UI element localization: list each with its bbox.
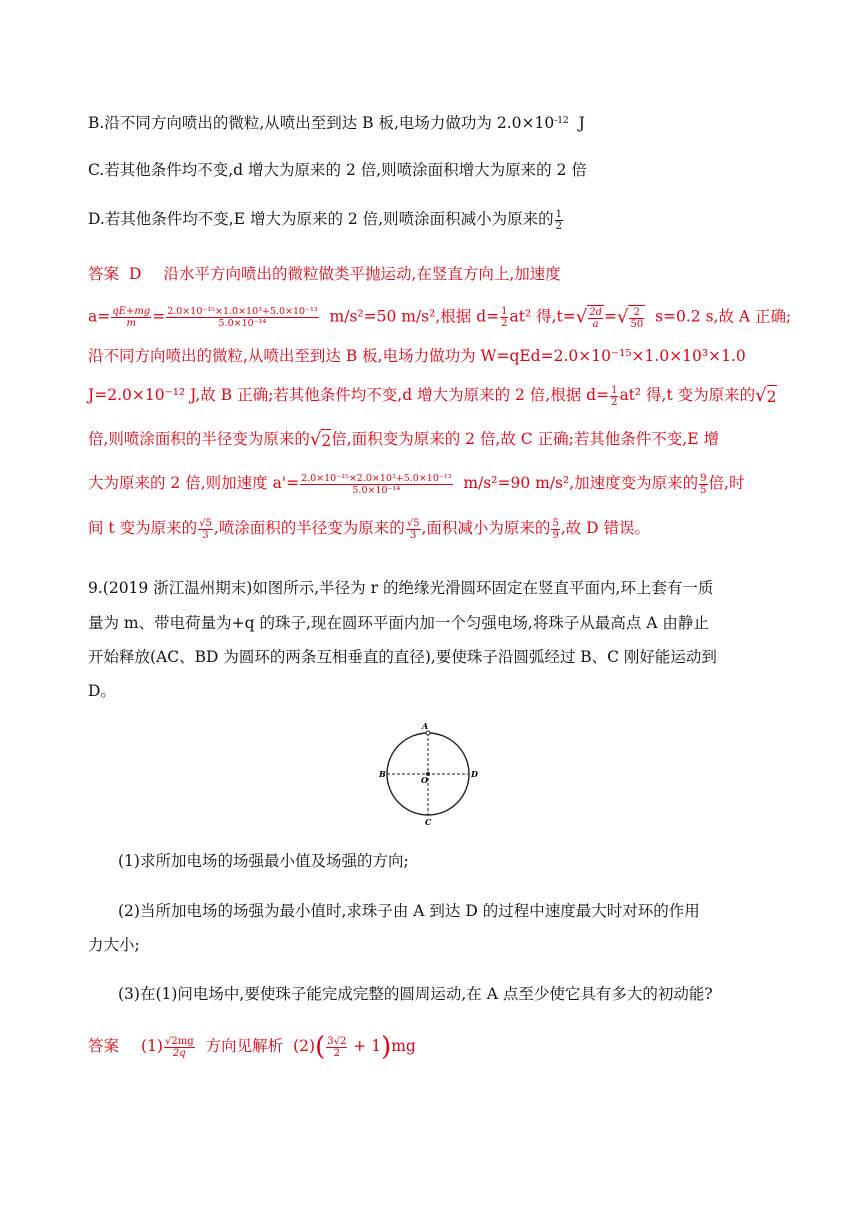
answer8-text10: m/s²=90 m/s²,加速度变为原来的: [463, 474, 699, 492]
q9-sub1: (1)求所加电场的场强最小值及场强的方向;: [118, 852, 409, 870]
q9-line2: 量为 m、带电荷量为+q 的珠子,现在圆环平面内加一个匀强电场,将珠子从最高点 A 由静止: [88, 614, 709, 632]
answer8-text14: ,面积减小为原来的: [421, 519, 551, 537]
label-b: B: [379, 769, 386, 779]
accel-a-eq: a=: [88, 307, 111, 326]
option-c: C.若其他条件均不变,d 增大为原来的 2 倍,则喷涂面积增大为原来的 2 倍: [88, 161, 587, 179]
answer9: 答案 (1) $\frac{√2mg}{2q}$ 方向见解析 (2)( $\frac{3√2}{2}$ + 1)mg: [88, 1032, 416, 1062]
answer9-part1: (1): [141, 1037, 163, 1055]
fraction-five-ninths: $\frac{5}{9}$: [552, 517, 559, 541]
answer8-text3: at² 得,t=: [509, 307, 576, 326]
sqrt-2-over-50: √ $\frac{2}{50}$: [617, 306, 644, 330]
fraction-qe-mg-over-m: $\frac{qE+mg}{m}$: [112, 305, 151, 329]
q9-line1: 9.(2019 浙江温州期末)如图所示,半径为 r 的绝缘光滑圆环固定在竖直平面内,环上套有一质: [88, 579, 714, 597]
answer8-line1: [88, 263, 561, 285]
fraction-nine-fifths: $\frac{9}{5}$: [700, 472, 707, 496]
option-b-exponent: -12: [554, 116, 569, 126]
answer8-text2: m/s²=50 m/s²,根据 d=: [329, 307, 500, 326]
answer8-text13: ,喷涂面积的半径变为原来的: [213, 519, 405, 537]
option-b: [88, 110, 585, 134]
label-d: D: [471, 769, 478, 779]
bead-at-a: [426, 731, 430, 735]
option-d: [88, 208, 564, 232]
answer9-unit: mg: [391, 1037, 416, 1055]
answer-label: 答案: [88, 265, 120, 283]
answer8-text15: ,故 D 错误。: [560, 519, 651, 537]
ring-diagram: [370, 720, 490, 830]
label-o: O: [421, 775, 428, 785]
q9-line4: D。: [88, 682, 116, 700]
answer8-text6: at² 得,t 变为原来的: [619, 386, 756, 404]
fraction-new-accel: $\frac{\text{2.0×10⁻¹⁵×2.0×10³+5.0×10⁻¹³}}{\text{5.0×10⁻¹⁴}}$: [301, 472, 452, 496]
q9-sub2-line1: (2)当所加电场的场强为最小值时,求珠子由 A 到达 D 的过程中速度最大时对环的作用: [118, 902, 700, 920]
fraction-one-half: $\frac{1}{2}$: [501, 305, 508, 329]
answer8-text7: 倍,则喷涂面积的半径变为原来的: [88, 430, 310, 448]
sqrt-2d-over-a: √ $\frac{2d}{a}$: [575, 306, 602, 330]
option-b-unit: J: [578, 114, 585, 132]
fraction-min-field: $\frac{√2mg}{2q}$: [164, 1035, 194, 1059]
sqrt-2: √2: [755, 385, 777, 407]
answer8-line3: 沿不同方向喷出的微粒,从喷出至到达 B 板,电场力做功为 W=qEd=2.0×10⁻¹⁵×1.0×10³×1.0: [88, 347, 746, 365]
fraction-3sqrt2-over-2: $\frac{3√2}{2}$: [327, 1035, 347, 1059]
answer9-plus-one: + 1: [353, 1037, 382, 1055]
option-d-text: D.若其他条件均不变,E 增大为原来的 2 倍,则喷涂面积减小为原来的: [88, 210, 554, 228]
answer9-direction: 方向见解析: [205, 1037, 284, 1055]
answer8-text12: 间 t 变为原来的: [88, 519, 198, 537]
answer-choice: D: [129, 265, 142, 283]
answer-label: 答案: [88, 1037, 120, 1055]
option-b-text: B.沿不同方向喷出的微粒,从喷出至到达 B 板,电场力做功为 2.0×10: [88, 114, 555, 132]
fraction-sqrt5-over-3: $\frac{√5}{3}$: [199, 517, 212, 541]
fraction-sqrt5-over-3: $\frac{√5}{3}$: [406, 517, 420, 541]
answer8-line4: [88, 384, 777, 408]
fraction-one-half: $\frac{1}{2}$: [611, 384, 618, 408]
label-c: C: [425, 817, 432, 827]
answer8-text4: s=0.2 s,故 A 正确;: [655, 307, 792, 326]
answer8-line7: [88, 517, 650, 541]
answer8-text8: 倍,面积变为原来的 2 倍,故 C 正确;若其他条件不变,E 增: [331, 430, 719, 448]
answer8-line5: [88, 428, 719, 452]
answer8-line6: [88, 472, 744, 496]
fraction-one-half: $\frac{1}{2}$: [555, 208, 562, 232]
answer8-line2: a= $\frac{qE+mg}{m}$ = $\frac{\text{2.0×10⁻¹⁵×1.0×10³+5.0×10⁻¹³}}{\text{5.0×10⁻¹⁴}}$ m/s²=50 m/s²,根据 d= $\frac{1}{2}$ at² 得,t=√ $\frac{2d}{a}$ =√ $\frac{2}{50}$ s=0.2 s,故 A 正确;: [88, 305, 792, 330]
answer8-text11: 倍,时: [708, 474, 745, 492]
q9-sub3: (3)在(1)问电场中,要使珠子能完成完整的圆周运动,在 A 点至少使它具有多大的初动能?: [118, 985, 713, 1003]
q9-sub2-line2: 力大小;: [88, 936, 140, 954]
label-a: A: [422, 721, 429, 731]
sqrt-2: √2: [309, 429, 332, 451]
fraction-accel-value: $\frac{\text{2.0×10⁻¹⁵×1.0×10³+5.0×10⁻¹³}}{\text{5.0×10⁻¹⁴}}$: [167, 305, 318, 329]
q9-line3: 开始释放(AC、BD 为圆环的两条互相垂直的直径),要使珠子沿圆弧经过 B、C 刚好能运动到: [88, 648, 717, 666]
answer8-text1: 沿水平方向喷出的微粒做类平抛运动,在竖直方向上,加速度: [163, 265, 561, 283]
answer8-text5: J=2.0×10⁻¹² J,故 B 正确;若其他条件均不变,d 增大为原来的 2 倍,根据 d=: [88, 386, 610, 404]
answer9-part2: (2): [293, 1037, 316, 1055]
answer8-text9: 大为原来的 2 倍,则加速度 a'=: [88, 474, 300, 492]
